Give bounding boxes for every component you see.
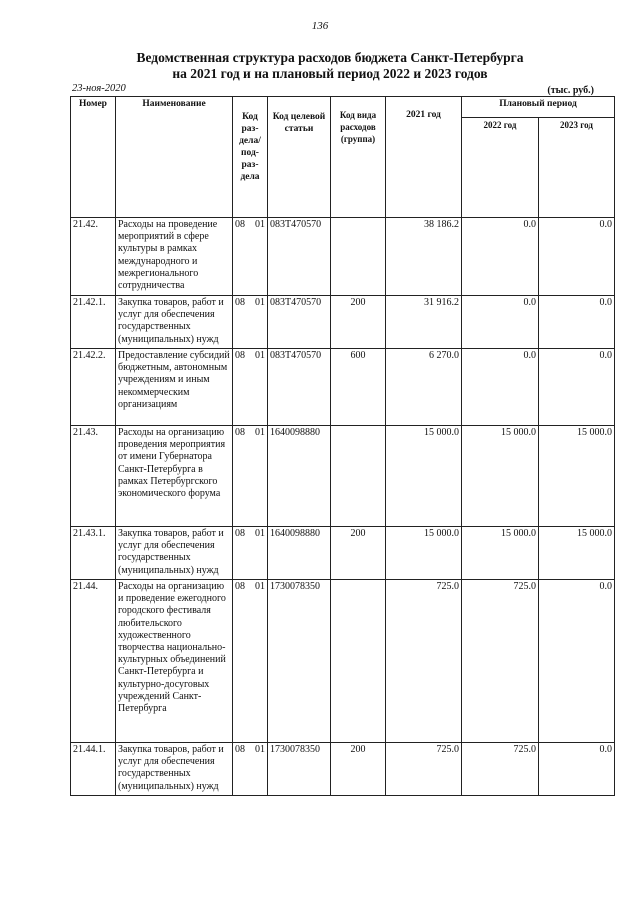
row-amount-2022: 0.0 (462, 349, 539, 426)
row-section-code (233, 426, 268, 527)
row-amount-2021: 6 270.0 (386, 349, 462, 426)
row-target-code: 1730078350 (268, 580, 331, 743)
row-section: 08 (235, 427, 245, 438)
row-target-code: 1640098880 (268, 527, 331, 580)
row-amount-2022: 725.0 (462, 580, 539, 743)
row-section: 08 (235, 219, 245, 230)
row-amount-2021: 725.0 (386, 743, 462, 796)
row-amount-2022: 0.0 (462, 218, 539, 296)
row-amount-2023: 0.0 (539, 218, 615, 296)
row-subsection: 01 (255, 744, 265, 755)
row-section-code (233, 296, 268, 349)
row-section: 08 (235, 744, 245, 755)
table-row (71, 580, 615, 743)
row-amount-2023: 0.0 (539, 296, 615, 349)
row-target-code: 083Т470570 (268, 349, 331, 426)
row-number: 21.42.1. (71, 296, 116, 349)
header-planned-period: Плановый период (462, 97, 615, 118)
table-row (71, 743, 615, 796)
row-expense-type: 200 (331, 743, 386, 796)
row-amount-2023: 15 000.0 (539, 426, 615, 527)
row-amount-2021: 15 000.0 (386, 426, 462, 527)
document-title (60, 50, 600, 82)
row-target-code: 1730078350 (268, 743, 331, 796)
row-name: Расходы на организацию проведения мероприятия от имени Губернатора Санкт-Петербурга в рамках Петербургского экономического форума (116, 426, 233, 527)
row-amount-2022: 15 000.0 (462, 426, 539, 527)
row-subsection: 01 (255, 581, 265, 592)
table-row (71, 296, 615, 349)
row-subsection: 01 (255, 297, 265, 308)
row-name: Закупка товаров, работ и услуг для обеспечения государственных (муниципальных) нужд (116, 296, 233, 349)
row-amount-2023: 0.0 (539, 743, 615, 796)
row-name: Закупка товаров, работ и услуг для обеспечения государственных (муниципальных) нужд (116, 743, 233, 796)
row-amount-2021: 725.0 (386, 580, 462, 743)
title-line-1: Ведомственная структура расходов бюджета Санкт-Петербурга (136, 50, 524, 65)
row-number: 21.43. (71, 426, 116, 527)
row-amount-2023: 0.0 (539, 349, 615, 426)
row-amount-2023: 0.0 (539, 580, 615, 743)
row-section-code (233, 743, 268, 796)
row-section-code (233, 349, 268, 426)
row-amount-2021: 38 186.2 (386, 218, 462, 296)
row-subsection: 01 (255, 427, 265, 438)
budget-table (70, 96, 615, 796)
row-target-code: 083Т470570 (268, 296, 331, 349)
header-year-2023: 2023 год (539, 117, 615, 218)
row-expense-type (331, 426, 386, 527)
row-expense-type: 200 (331, 527, 386, 580)
row-name: Предоставление субсидий бюджетным, автономным учреждениям и иным некоммерческим организациям (116, 349, 233, 426)
table-row (71, 426, 615, 527)
header-number: Номер (71, 97, 116, 218)
row-amount-2022: 0.0 (462, 296, 539, 349)
row-expense-type (331, 218, 386, 296)
row-amount-2022: 15 000.0 (462, 527, 539, 580)
row-number: 21.44.1. (71, 743, 116, 796)
header-expense-type-code: Код вида расходов (группа) (331, 97, 386, 218)
row-section-code (233, 527, 268, 580)
row-subsection: 01 (255, 219, 265, 230)
header-section-code: Код раз-дела/ под-раз-дела (233, 97, 268, 218)
row-amount-2021: 31 916.2 (386, 296, 462, 349)
table-row (71, 527, 615, 580)
row-section: 08 (235, 528, 245, 539)
title-line-2: на 2021 год и на плановый период 2022 и 2023 годов (172, 66, 488, 81)
units-label: (тыс. руб.) (547, 85, 594, 96)
row-expense-type (331, 580, 386, 743)
row-subsection: 01 (255, 350, 265, 361)
row-section: 08 (235, 297, 245, 308)
header-name: Наименование (116, 97, 233, 218)
table-row (71, 218, 615, 296)
header-year-2022: 2022 год (462, 117, 539, 218)
row-number: 21.43.1. (71, 527, 116, 580)
row-section-code (233, 218, 268, 296)
table-row (71, 349, 615, 426)
row-subsection: 01 (255, 528, 265, 539)
row-expense-type: 600 (331, 349, 386, 426)
row-name: Закупка товаров, работ и услуг для обеспечения государственных (муниципальных) нужд (116, 527, 233, 580)
row-section: 08 (235, 350, 245, 361)
row-amount-2022: 725.0 (462, 743, 539, 796)
document-date: 23-ноя-2020 (72, 83, 126, 94)
row-number: 21.44. (71, 580, 116, 743)
row-name: Расходы на проведение мероприятий в сфере культуры в рамках международного и межрегионального сотрудничества (116, 218, 233, 296)
row-target-code: 083Т470570 (268, 218, 331, 296)
row-number: 21.42.2. (71, 349, 116, 426)
row-target-code: 1640098880 (268, 426, 331, 527)
row-amount-2023: 15 000.0 (539, 527, 615, 580)
row-section-code (233, 580, 268, 743)
header-target-code: Код целевой статьи (268, 97, 331, 218)
row-name: Расходы на организацию и проведение ежегодного городского фестиваля любительского художественного творчества национально-культурных объединений Санкт-Петербурга и культурно-досуговых учреждений Санкт-Петербурга (116, 580, 233, 743)
page-number: 136 (311, 20, 329, 32)
row-amount-2021: 15 000.0 (386, 527, 462, 580)
header-year-2021: 2021 год (386, 97, 462, 218)
row-expense-type: 200 (331, 296, 386, 349)
row-number: 21.42. (71, 218, 116, 296)
row-section: 08 (235, 581, 245, 592)
